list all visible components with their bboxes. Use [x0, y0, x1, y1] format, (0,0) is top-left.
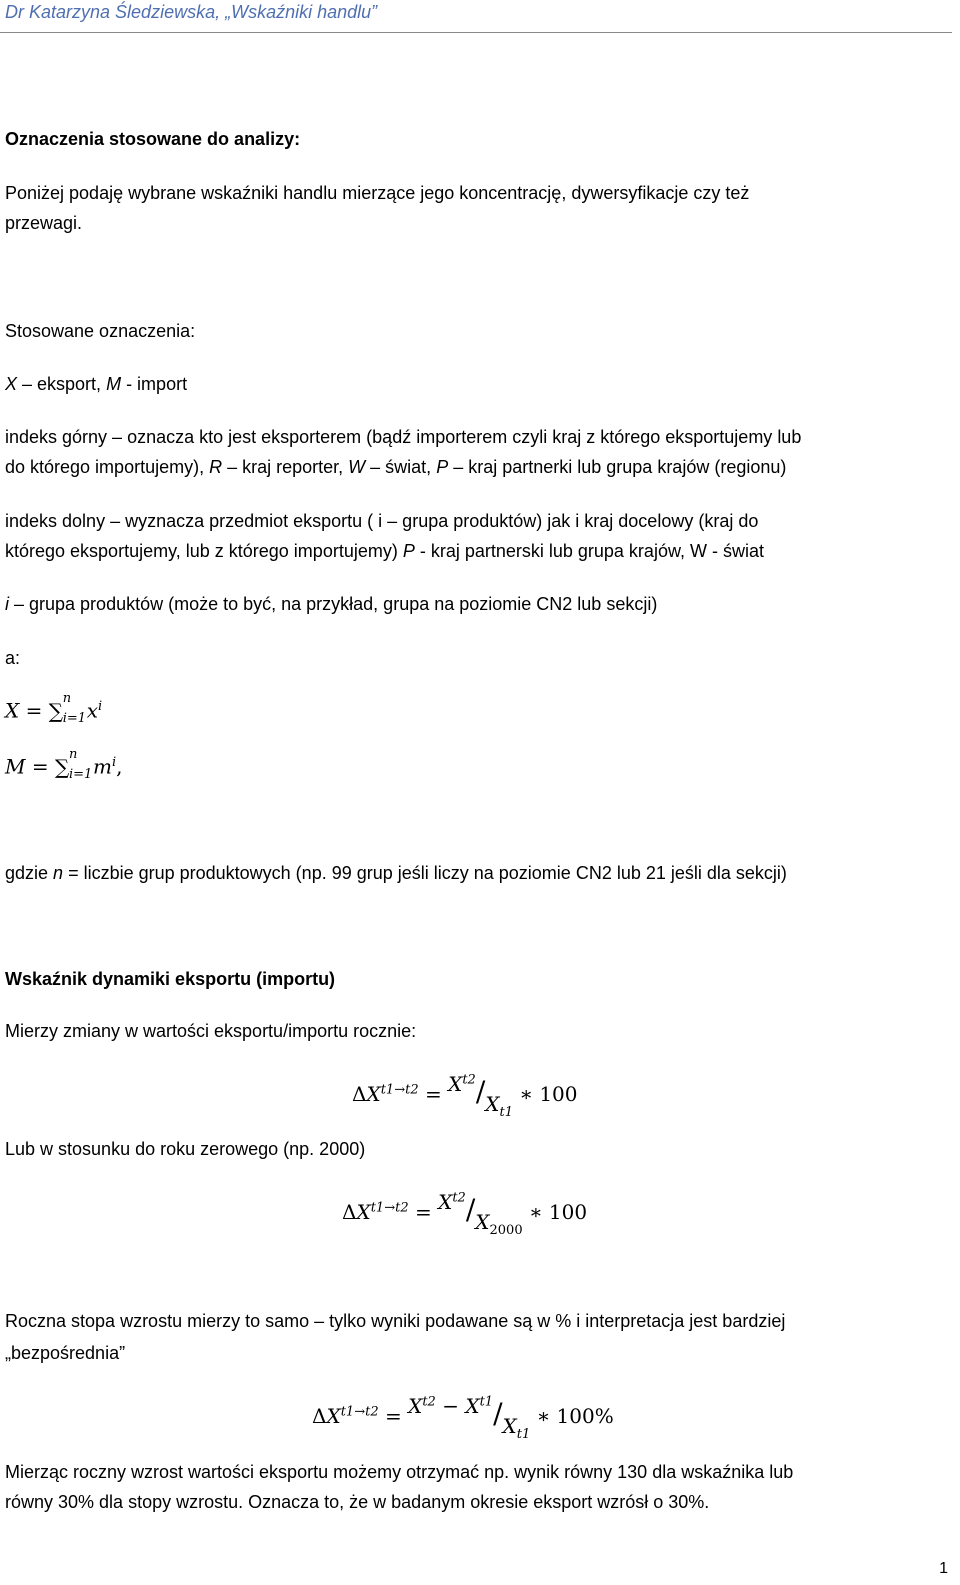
f3-sup: t1→t2: [340, 1404, 379, 1420]
zero-year-line: Lub w stosunku do roku zerowego (np. 2000): [5, 1139, 366, 1159]
f1-x: X: [366, 1082, 381, 1106]
fm-lower: i=1: [68, 767, 93, 782]
fx-upper: n: [62, 691, 72, 706]
f1-eq: =: [424, 1082, 442, 1106]
n-symbol: n: [53, 863, 64, 883]
fm-term: m: [92, 754, 112, 779]
i-line: [5, 593, 657, 615]
section-title-dynamics: Wskaźnik dynamiki eksportu (importu): [5, 969, 336, 989]
ui-text-b: – kraj reporter,: [222, 457, 349, 477]
f1-tail: ∗ 100: [519, 1082, 578, 1106]
f1-den-sub: t1: [499, 1105, 514, 1120]
f2-eq: =: [414, 1200, 432, 1224]
f3-den: X: [502, 1414, 517, 1438]
f1-slash: /: [475, 1075, 486, 1108]
f2-num-sup: t2: [452, 1190, 466, 1206]
m-desc: - import: [121, 374, 188, 394]
fx-sup: i: [98, 698, 103, 714]
formula-m: [5, 747, 123, 783]
fx-term: x: [86, 698, 99, 723]
formula-dynamics-1: [352, 1072, 578, 1120]
upper-index-line-1: indeks górny – oznacza kto jest eksporterem (bądź importerem czyli kraj z którego eksportujemy lub: [5, 427, 802, 447]
f2-den-sub: 2000: [489, 1223, 523, 1238]
f1-num: X: [448, 1072, 463, 1096]
f2-sup: t1→t2: [370, 1200, 409, 1216]
r-symbol: R: [209, 457, 223, 477]
f2-num: X: [438, 1190, 453, 1214]
x-symbol: X: [5, 374, 18, 394]
i-symbol: i: [5, 594, 9, 614]
f3-num2-sup: t1: [479, 1394, 494, 1410]
f1-num-sup: t2: [462, 1072, 476, 1088]
fm-lhs: M: [5, 754, 26, 779]
f1-den: X: [485, 1092, 500, 1116]
p-symbol: P: [436, 457, 449, 477]
page-header: Dr Katarzyna Śledziewska, „Wskaźniki handlu”: [5, 2, 378, 22]
f3-tail: ∗ 100%: [536, 1404, 614, 1428]
header-divider: [0, 32, 952, 33]
ui-text-c: – świat,: [365, 457, 437, 477]
fx-sum: [48, 691, 87, 727]
i-desc: – grupa produktów (może to być, na przykład, grupa na poziomie CN2 lub sekcji): [9, 594, 658, 614]
f2-slash: /: [465, 1193, 476, 1226]
x-desc: – eksport,: [17, 374, 107, 394]
fm-sigma: ∑: [54, 755, 70, 779]
ui-text-a: do którego importujemy),: [5, 457, 210, 477]
f3-eq: =: [384, 1404, 402, 1428]
m-symbol: M: [106, 374, 122, 394]
f3-num2: X: [465, 1394, 480, 1418]
formula-dynamics-2: [342, 1190, 588, 1238]
f3-num1-sup: t2: [422, 1394, 436, 1410]
fm-eq: =: [25, 754, 55, 779]
upper-index-line-2: [5, 456, 786, 478]
f3-x: X: [326, 1404, 341, 1428]
xm-line: [5, 373, 187, 395]
fm-sum: [54, 747, 93, 783]
f2-den: X: [475, 1210, 490, 1234]
f2-delta: Δ: [342, 1200, 357, 1224]
f2-x: X: [356, 1200, 371, 1224]
growth-line-2: „bezpośrednia”: [5, 1343, 126, 1363]
fm-tail: ,: [116, 754, 123, 779]
f3-num1: X: [408, 1394, 423, 1418]
section-title-notation: Oznaczenia stosowane do analizy:: [5, 129, 301, 149]
w-symbol: W: [348, 457, 366, 477]
ui-text-d: – kraj partnerki lub grupa krajów (regionu): [448, 457, 787, 477]
f1-delta: Δ: [352, 1082, 367, 1106]
f3-slash: /: [493, 1397, 503, 1430]
formula-x: [5, 691, 103, 727]
fx-eq: =: [19, 698, 49, 723]
f3-delta: Δ: [312, 1404, 327, 1428]
lower-index-line-2: [5, 540, 764, 562]
fm-upper: n: [68, 747, 78, 762]
f3-den-sub: t1: [516, 1427, 531, 1442]
f2-tail: ∗ 100: [528, 1200, 588, 1224]
li-text-b: - kraj partnerski lub grupa krajów, W - świat: [414, 541, 764, 561]
fx-lhs: X: [5, 698, 20, 723]
growth-line-1: Roczna stopa wzrostu mierzy to samo – tylko wyniki podawane są w % i interpretacja jest bardziej: [5, 1311, 786, 1331]
result-line-2: równy 30% dla stopy wzrostu. Oznacza to, że w badanym okresie eksport wzrósł o 30%.: [5, 1492, 710, 1512]
gdzie-a: gdzie: [5, 863, 54, 883]
lower-index-line-1: indeks dolny – wyznacza przedmiot eksportu ( i – grupa produktów) jak i kraj docelowy (kraj do: [5, 511, 759, 531]
result-line-1: Mierząc roczny wzrost wartości eksportu możemy otrzymać np. wynik równy 130 dla wskaźnika lub: [5, 1462, 794, 1482]
a-label: a:: [5, 648, 21, 668]
li-text-a: którego eksportujemy, lub z którego importujemy): [5, 541, 403, 561]
fx-lower: i=1: [62, 711, 87, 726]
intro-line-2: przewagi.: [5, 213, 83, 233]
p-symbol-lower: P: [402, 541, 415, 561]
fx-sigma: ∑: [48, 699, 64, 723]
measure-line: Mierzy zmiany w wartości eksportu/importu rocznie:: [5, 1021, 417, 1041]
fm-sup: i: [111, 754, 117, 770]
intro-line-1: Poniżej podaję wybrane wskaźniki handlu mierzące jego koncentrację, dywersyfikacje czy też: [5, 183, 750, 203]
gdzie-b: = liczbie grup produktowych (np. 99 grup jeśli liczy na poziomie CN2 lub 21 jeśli dla sekcji): [63, 863, 787, 883]
notation-title: Stosowane oznaczenia:: [5, 321, 196, 341]
f1-sup: t1→t2: [380, 1082, 419, 1098]
formula-growth-rate: [312, 1394, 614, 1442]
f3-minus: −: [442, 1394, 459, 1418]
page-number: 1: [939, 1560, 948, 1577]
gdzie-line: [5, 862, 787, 884]
